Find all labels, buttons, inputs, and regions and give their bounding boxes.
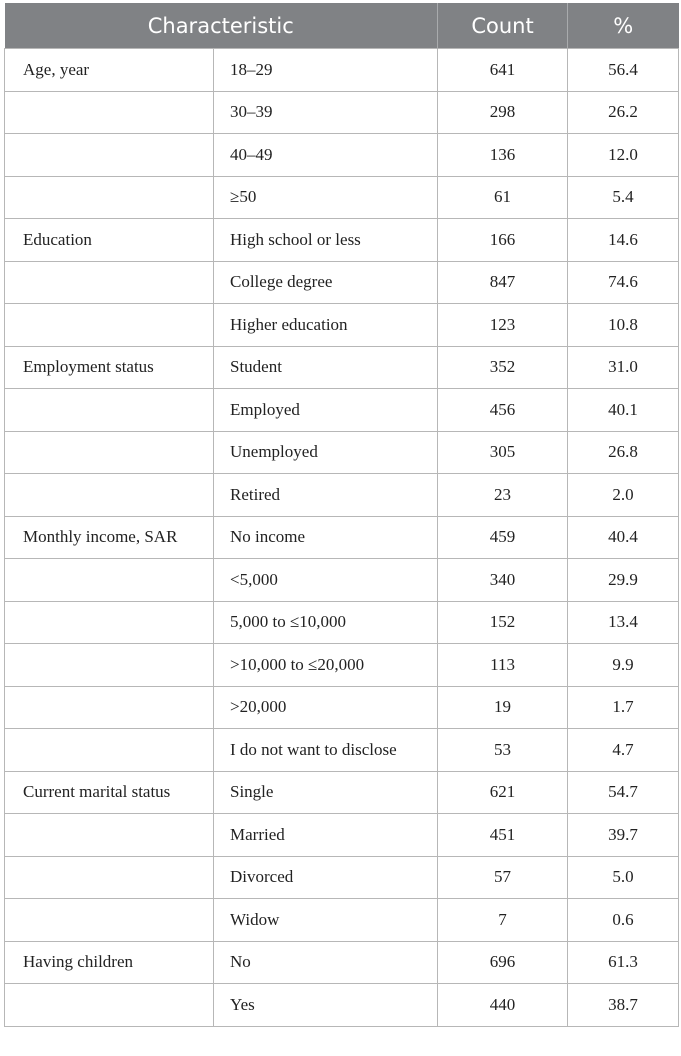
cell-count: 641	[438, 49, 568, 92]
cell-percent: 31.0	[568, 346, 679, 389]
cell-characteristic	[5, 389, 214, 432]
cell-percent: 0.6	[568, 899, 679, 942]
cell-value: ≥50	[214, 176, 438, 219]
cell-percent: 12.0	[568, 134, 679, 177]
table-row	[5, 91, 679, 134]
table-row	[5, 771, 679, 814]
cell-count: 166	[438, 219, 568, 262]
cell-value: Yes	[214, 984, 438, 1027]
cell-value: Unemployed	[214, 431, 438, 474]
cell-percent: 2.0	[568, 474, 679, 517]
table-row	[5, 516, 679, 559]
table-row	[5, 729, 679, 772]
cell-count: 298	[438, 91, 568, 134]
cell-value: Widow	[214, 899, 438, 942]
cell-characteristic	[5, 644, 214, 687]
cell-percent: 40.1	[568, 389, 679, 432]
cell-characteristic: Monthly income, SAR	[5, 516, 214, 559]
cell-value: Student	[214, 346, 438, 389]
table-row	[5, 346, 679, 389]
header-percent: %	[568, 3, 679, 49]
table-row	[5, 559, 679, 602]
cell-percent: 29.9	[568, 559, 679, 602]
cell-value: 40–49	[214, 134, 438, 177]
cell-value: Single	[214, 771, 438, 814]
table-body	[5, 49, 679, 1027]
table-row	[5, 814, 679, 857]
cell-characteristic: Age, year	[5, 49, 214, 92]
table-row	[5, 856, 679, 899]
cell-value: 5,000 to ≤10,000	[214, 601, 438, 644]
table-row	[5, 941, 679, 984]
table-row	[5, 431, 679, 474]
cell-characteristic: Employment status	[5, 346, 214, 389]
cell-characteristic	[5, 601, 214, 644]
cell-characteristic	[5, 304, 214, 347]
table-row	[5, 389, 679, 432]
cell-count: 113	[438, 644, 568, 687]
cell-count: 352	[438, 346, 568, 389]
table-row	[5, 686, 679, 729]
cell-count: 136	[438, 134, 568, 177]
cell-percent: 56.4	[568, 49, 679, 92]
cell-characteristic	[5, 814, 214, 857]
header-count: Count	[438, 3, 568, 49]
cell-value: High school or less	[214, 219, 438, 262]
cell-count: 19	[438, 686, 568, 729]
cell-count: 696	[438, 941, 568, 984]
cell-count: 152	[438, 601, 568, 644]
cell-count: 53	[438, 729, 568, 772]
cell-percent: 39.7	[568, 814, 679, 857]
table-row	[5, 644, 679, 687]
cell-count: 340	[438, 559, 568, 602]
cell-characteristic: Education	[5, 219, 214, 262]
cell-characteristic	[5, 176, 214, 219]
cell-characteristic	[5, 91, 214, 134]
cell-characteristic	[5, 686, 214, 729]
header-characteristic: Characteristic	[5, 3, 438, 49]
cell-percent: 38.7	[568, 984, 679, 1027]
cell-value: <5,000	[214, 559, 438, 602]
cell-count: 621	[438, 771, 568, 814]
cell-percent: 26.2	[568, 91, 679, 134]
table-row	[5, 601, 679, 644]
cell-percent: 40.4	[568, 516, 679, 559]
cell-value: No	[214, 941, 438, 984]
cell-count: 7	[438, 899, 568, 942]
cell-characteristic	[5, 899, 214, 942]
cell-value: Married	[214, 814, 438, 857]
cell-value: I do not want to disclose	[214, 729, 438, 772]
cell-characteristic: Having children	[5, 941, 214, 984]
cell-value: 18–29	[214, 49, 438, 92]
table-row	[5, 134, 679, 177]
cell-percent: 5.0	[568, 856, 679, 899]
cell-value: No income	[214, 516, 438, 559]
cell-percent: 10.8	[568, 304, 679, 347]
cell-characteristic	[5, 134, 214, 177]
cell-characteristic	[5, 984, 214, 1027]
table-row	[5, 219, 679, 262]
cell-characteristic: Current marital status	[5, 771, 214, 814]
table-row	[5, 474, 679, 517]
demographics-table	[4, 3, 679, 1027]
cell-value: Employed	[214, 389, 438, 432]
cell-characteristic	[5, 431, 214, 474]
table-row	[5, 49, 679, 92]
cell-value: >10,000 to ≤20,000	[214, 644, 438, 687]
cell-characteristic	[5, 729, 214, 772]
cell-percent: 5.4	[568, 176, 679, 219]
cell-percent: 1.7	[568, 686, 679, 729]
cell-count: 456	[438, 389, 568, 432]
cell-value: Divorced	[214, 856, 438, 899]
cell-value: Retired	[214, 474, 438, 517]
cell-value: Higher education	[214, 304, 438, 347]
cell-characteristic	[5, 261, 214, 304]
cell-percent: 13.4	[568, 601, 679, 644]
cell-count: 847	[438, 261, 568, 304]
cell-percent: 4.7	[568, 729, 679, 772]
cell-percent: 54.7	[568, 771, 679, 814]
header-row	[5, 3, 679, 49]
cell-characteristic	[5, 559, 214, 602]
cell-characteristic	[5, 856, 214, 899]
cell-percent: 61.3	[568, 941, 679, 984]
cell-count: 123	[438, 304, 568, 347]
cell-count: 459	[438, 516, 568, 559]
cell-value: >20,000	[214, 686, 438, 729]
cell-count: 23	[438, 474, 568, 517]
cell-count: 305	[438, 431, 568, 474]
cell-percent: 74.6	[568, 261, 679, 304]
table-row	[5, 899, 679, 942]
cell-count: 61	[438, 176, 568, 219]
table-row	[5, 984, 679, 1027]
cell-percent: 14.6	[568, 219, 679, 262]
cell-percent: 9.9	[568, 644, 679, 687]
table-header	[5, 3, 679, 49]
table-row	[5, 261, 679, 304]
cell-characteristic	[5, 474, 214, 517]
table-row	[5, 304, 679, 347]
table-row	[5, 176, 679, 219]
cell-count: 451	[438, 814, 568, 857]
cell-count: 440	[438, 984, 568, 1027]
cell-count: 57	[438, 856, 568, 899]
cell-percent: 26.8	[568, 431, 679, 474]
cell-value: 30–39	[214, 91, 438, 134]
cell-value: College degree	[214, 261, 438, 304]
